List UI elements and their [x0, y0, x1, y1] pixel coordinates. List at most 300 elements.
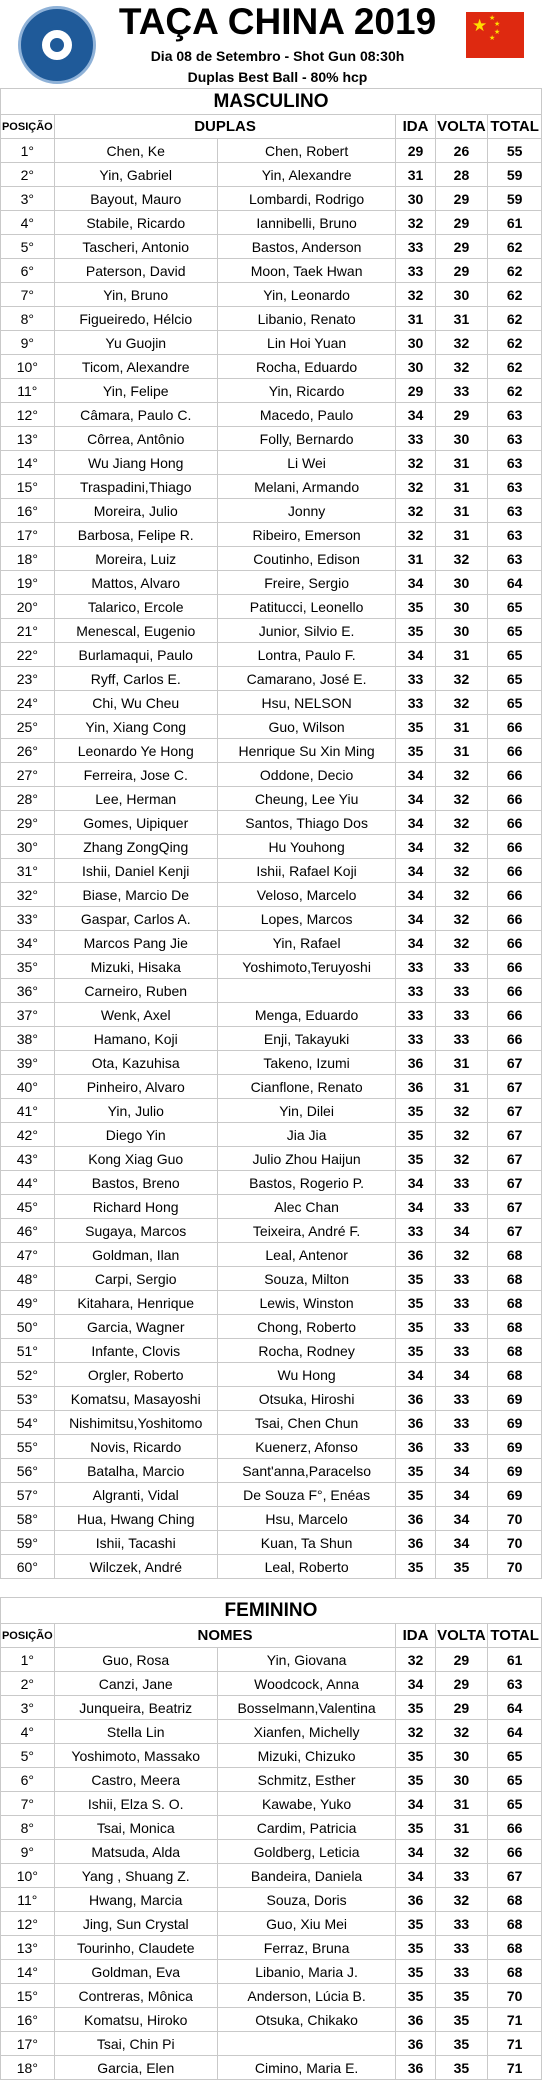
player-1: Komatsu, Hiroko — [54, 2008, 217, 2032]
volta-score: 31 — [435, 1075, 488, 1099]
volta-score: 29 — [435, 1672, 488, 1696]
total-score: 67 — [488, 1147, 542, 1171]
col-header-names: NOMES — [54, 1624, 396, 1648]
logo-emblem — [39, 27, 75, 63]
player-1: Côrrea, Antônio — [54, 427, 217, 451]
col-header-position: POSIÇÃO — [1, 115, 55, 139]
table-row — [1, 1003, 542, 1027]
table-row — [1, 715, 542, 739]
position: 36° — [1, 979, 55, 1003]
player-2: Enji, Takayuki — [217, 1027, 396, 1051]
table-row — [1, 1960, 542, 1984]
table-row — [1, 787, 542, 811]
ida-score: 35 — [396, 1744, 435, 1768]
ida-score: 34 — [396, 1195, 435, 1219]
player-2 — [217, 979, 396, 1003]
volta-score: 33 — [435, 1171, 488, 1195]
ida-score: 33 — [396, 979, 435, 1003]
player-1: Yu Guojin — [54, 331, 217, 355]
table-row — [1, 499, 542, 523]
table-row — [1, 1696, 542, 1720]
player-1: Yin, Felipe — [54, 379, 217, 403]
player-1: Contreras, Mônica — [54, 1984, 217, 2008]
volta-score: 34 — [435, 1483, 488, 1507]
position: 31° — [1, 859, 55, 883]
col-header-total: TOTAL — [488, 115, 542, 139]
table-row — [1, 955, 542, 979]
player-1: Canzi, Jane — [54, 1672, 217, 1696]
total-score: 70 — [488, 1531, 542, 1555]
table-row — [1, 427, 542, 451]
player-1: Chi, Wu Cheu — [54, 691, 217, 715]
ida-score: 34 — [396, 1864, 435, 1888]
player-2: Hsu, Marcelo — [217, 1507, 396, 1531]
player-1: Sugaya, Marcos — [54, 1219, 217, 1243]
player-2: Bastos, Rogerio P. — [217, 1171, 396, 1195]
ida-score: 33 — [396, 1219, 435, 1243]
position: 9° — [1, 1840, 55, 1864]
position: 3° — [1, 187, 55, 211]
position: 60° — [1, 1555, 55, 1579]
volta-score: 34 — [435, 1507, 488, 1531]
col-header-total: TOTAL — [488, 1624, 542, 1648]
table-row — [1, 139, 542, 163]
player-1: Tsai, Monica — [54, 1816, 217, 1840]
player-2: Santos, Thiago Dos — [217, 811, 396, 835]
col-header-ida: IDA — [396, 1624, 435, 1648]
total-score: 63 — [488, 403, 542, 427]
total-score: 65 — [488, 595, 542, 619]
player-2: Yin, Dilei — [217, 1099, 396, 1123]
position: 50° — [1, 1315, 55, 1339]
total-score: 68 — [488, 1888, 542, 1912]
position: 52° — [1, 1363, 55, 1387]
ida-score: 36 — [396, 1051, 435, 1075]
player-1: Garcia, Wagner — [54, 1315, 217, 1339]
volta-score: 32 — [435, 1720, 488, 1744]
total-score: 67 — [488, 1219, 542, 1243]
player-2: Veloso, Marcelo — [217, 883, 396, 907]
position: 29° — [1, 811, 55, 835]
table-row — [1, 235, 542, 259]
total-score: 69 — [488, 1387, 542, 1411]
table-row — [1, 1936, 542, 1960]
player-1: Yang , Shuang Z. — [54, 1864, 217, 1888]
total-score: 69 — [488, 1411, 542, 1435]
total-score: 63 — [488, 1672, 542, 1696]
total-score: 69 — [488, 1435, 542, 1459]
player-2: Bandeira, Daniela — [217, 1864, 396, 1888]
total-score: 66 — [488, 955, 542, 979]
total-score: 66 — [488, 979, 542, 1003]
total-score: 62 — [488, 355, 542, 379]
total-score: 64 — [488, 1696, 542, 1720]
ida-score: 34 — [396, 643, 435, 667]
player-1: Jing, Sun Crystal — [54, 1912, 217, 1936]
col-header-volta: VOLTA — [435, 1624, 488, 1648]
volta-score: 32 — [435, 1243, 488, 1267]
player-1: Orgler, Roberto — [54, 1363, 217, 1387]
volta-score: 31 — [435, 1816, 488, 1840]
volta-score: 33 — [435, 1267, 488, 1291]
ida-score: 36 — [396, 1435, 435, 1459]
table-row — [1, 571, 542, 595]
table-row — [1, 523, 542, 547]
volta-score: 29 — [435, 259, 488, 283]
section-gap — [0, 1579, 542, 1597]
volta-score: 32 — [435, 907, 488, 931]
player-2: Anderson, Lúcia B. — [217, 1984, 396, 2008]
position: 5° — [1, 235, 55, 259]
table-row — [1, 187, 542, 211]
total-score: 62 — [488, 259, 542, 283]
player-2: Camarano, José E. — [217, 667, 396, 691]
player-2: Rocha, Rodney — [217, 1339, 396, 1363]
table-row — [1, 1339, 542, 1363]
volta-score: 35 — [435, 1555, 488, 1579]
player-2: Wu Hong — [217, 1363, 396, 1387]
ida-score: 33 — [396, 235, 435, 259]
player-2: Melani, Armando — [217, 475, 396, 499]
player-1: Novis, Ricardo — [54, 1435, 217, 1459]
total-score: 66 — [488, 811, 542, 835]
player-1: Ticom, Alexandre — [54, 355, 217, 379]
position: 53° — [1, 1387, 55, 1411]
table-row — [1, 1291, 542, 1315]
volta-score: 30 — [435, 619, 488, 643]
total-score: 66 — [488, 1840, 542, 1864]
volta-score: 33 — [435, 1936, 488, 1960]
volta-score: 32 — [435, 355, 488, 379]
player-1: Yin, Xiang Cong — [54, 715, 217, 739]
player-2: Leal, Roberto — [217, 1555, 396, 1579]
ida-score: 32 — [396, 523, 435, 547]
total-score: 63 — [488, 451, 542, 475]
player-1: Richard Hong — [54, 1195, 217, 1219]
table-row — [1, 1720, 542, 1744]
table-row — [1, 1555, 542, 1579]
player-2: Libanio, Renato — [217, 307, 396, 331]
col-header-names: DUPLAS — [54, 115, 396, 139]
ida-score: 31 — [396, 547, 435, 571]
volta-score: 33 — [435, 1003, 488, 1027]
total-score: 66 — [488, 859, 542, 883]
table-row — [1, 907, 542, 931]
volta-score: 32 — [435, 787, 488, 811]
ida-score: 36 — [396, 1531, 435, 1555]
ida-score: 35 — [396, 1960, 435, 1984]
player-2: Kawabe, Yuko — [217, 1792, 396, 1816]
position: 3° — [1, 1696, 55, 1720]
player-1: Yoshimoto, Massako — [54, 1744, 217, 1768]
player-1: Junqueira, Beatriz — [54, 1696, 217, 1720]
event-date: Dia 08 de Setembro - Shot Gun 08:30h — [150, 48, 405, 64]
total-score: 65 — [488, 691, 542, 715]
player-2: Ishii, Rafael Koji — [217, 859, 396, 883]
position: 6° — [1, 259, 55, 283]
volta-score: 29 — [435, 187, 488, 211]
player-1: Infante, Clovis — [54, 1339, 217, 1363]
player-2: Otsuka, Chikako — [217, 2008, 396, 2032]
ida-score: 36 — [396, 2056, 435, 2080]
volta-score: 33 — [435, 955, 488, 979]
ida-score: 32 — [396, 211, 435, 235]
china-flag-icon: ★ ★ ★ ★ ★ — [466, 12, 524, 58]
ida-score: 34 — [396, 859, 435, 883]
ida-score: 34 — [396, 1171, 435, 1195]
position: 19° — [1, 571, 55, 595]
volta-score: 33 — [435, 1435, 488, 1459]
player-1: Chen, Ke — [54, 139, 217, 163]
ida-score: 33 — [396, 259, 435, 283]
volta-score: 30 — [435, 427, 488, 451]
table-row — [1, 1507, 542, 1531]
table-row — [1, 1147, 542, 1171]
player-1: Carneiro, Ruben — [54, 979, 217, 1003]
volta-score: 35 — [435, 2032, 488, 2056]
total-score: 62 — [488, 307, 542, 331]
player-1: Stella Lin — [54, 1720, 217, 1744]
table-row — [1, 1387, 542, 1411]
col-header-ida: IDA — [396, 115, 435, 139]
position: 15° — [1, 475, 55, 499]
ida-score: 30 — [396, 331, 435, 355]
player-2: Mizuki, Chizuko — [217, 1744, 396, 1768]
volta-score: 32 — [435, 547, 488, 571]
volta-score: 33 — [435, 1027, 488, 1051]
total-score: 62 — [488, 235, 542, 259]
table-row — [1, 691, 542, 715]
table-row — [1, 1483, 542, 1507]
player-1: Goldman, Eva — [54, 1960, 217, 1984]
table-row — [1, 1864, 542, 1888]
player-2: Henrique Su Xin Ming — [217, 739, 396, 763]
table-row — [1, 211, 542, 235]
ida-score: 36 — [396, 2032, 435, 2056]
player-1: Tourinho, Claudete — [54, 1936, 217, 1960]
position: 43° — [1, 1147, 55, 1171]
player-1: Diego Yin — [54, 1123, 217, 1147]
volta-score: 32 — [435, 835, 488, 859]
position: 12° — [1, 403, 55, 427]
player-2: Li Wei — [217, 451, 396, 475]
volta-score: 33 — [435, 1864, 488, 1888]
volta-score: 30 — [435, 283, 488, 307]
table-row — [1, 451, 542, 475]
player-1: Carpi, Sergio — [54, 1267, 217, 1291]
table-row — [1, 619, 542, 643]
player-2: Yin, Giovana — [217, 1648, 396, 1672]
ida-score: 35 — [396, 1936, 435, 1960]
volta-score: 33 — [435, 1912, 488, 1936]
player-1: Menescal, Eugenio — [54, 619, 217, 643]
ida-score: 35 — [396, 1912, 435, 1936]
volta-score: 32 — [435, 1099, 488, 1123]
table-row — [1, 259, 542, 283]
volta-score: 33 — [435, 1960, 488, 1984]
player-2: Kuenerz, Afonso — [217, 1435, 396, 1459]
player-2: Lewis, Winston — [217, 1291, 396, 1315]
position: 32° — [1, 883, 55, 907]
ida-score: 32 — [396, 1720, 435, 1744]
club-logo — [18, 6, 96, 84]
player-2: De Souza F°, Enéas — [217, 1483, 396, 1507]
player-1: Yin, Gabriel — [54, 163, 217, 187]
total-score: 65 — [488, 667, 542, 691]
total-score: 67 — [488, 1195, 542, 1219]
ida-score: 35 — [396, 1291, 435, 1315]
volta-score: 32 — [435, 1888, 488, 1912]
volta-score: 33 — [435, 1411, 488, 1435]
position: 20° — [1, 595, 55, 619]
total-score: 67 — [488, 1864, 542, 1888]
table-row — [1, 1744, 542, 1768]
table-row — [1, 1768, 542, 1792]
player-1: Mizuki, Hisaka — [54, 955, 217, 979]
player-2: Jia Jia — [217, 1123, 396, 1147]
total-score: 68 — [488, 1339, 542, 1363]
total-score: 70 — [488, 1555, 542, 1579]
table-row — [1, 283, 542, 307]
position: 55° — [1, 1435, 55, 1459]
table-row — [1, 1243, 542, 1267]
position: 25° — [1, 715, 55, 739]
ida-score: 35 — [396, 1483, 435, 1507]
player-2 — [217, 2032, 396, 2056]
total-score: 63 — [488, 523, 542, 547]
total-score: 66 — [488, 1027, 542, 1051]
ida-score: 35 — [396, 1984, 435, 2008]
table-row — [1, 2056, 542, 2080]
player-1: Gomes, Uipiquer — [54, 811, 217, 835]
position: 18° — [1, 547, 55, 571]
table-row — [1, 379, 542, 403]
total-score: 70 — [488, 1507, 542, 1531]
player-1: Paterson, David — [54, 259, 217, 283]
position: 58° — [1, 1507, 55, 1531]
volta-score: 29 — [435, 1696, 488, 1720]
player-2: Moon, Taek Hwan — [217, 259, 396, 283]
volta-score: 30 — [435, 1744, 488, 1768]
total-score: 61 — [488, 211, 542, 235]
position: 8° — [1, 307, 55, 331]
player-2: Takeno, Izumi — [217, 1051, 396, 1075]
ida-score: 33 — [396, 691, 435, 715]
player-1: Barbosa, Felipe R. — [54, 523, 217, 547]
position: 51° — [1, 1339, 55, 1363]
table-row — [1, 859, 542, 883]
player-2: Cheung, Lee Yiu — [217, 787, 396, 811]
volta-score: 33 — [435, 1339, 488, 1363]
player-2: Goldberg, Leticia — [217, 1840, 396, 1864]
table-row — [1, 643, 542, 667]
position: 13° — [1, 1936, 55, 1960]
player-1: Traspadini,Thiago — [54, 475, 217, 499]
ida-score: 34 — [396, 907, 435, 931]
player-2: Rocha, Eduardo — [217, 355, 396, 379]
table-row — [1, 835, 542, 859]
table-row — [1, 163, 542, 187]
ida-score: 33 — [396, 427, 435, 451]
player-2: Jonny — [217, 499, 396, 523]
table-row — [1, 355, 542, 379]
ida-score: 29 — [396, 139, 435, 163]
position: 21° — [1, 619, 55, 643]
player-1: Algranti, Vidal — [54, 1483, 217, 1507]
position: 39° — [1, 1051, 55, 1075]
player-1: Tsai, Chin Pi — [54, 2032, 217, 2056]
ida-score: 34 — [396, 811, 435, 835]
ida-score: 34 — [396, 931, 435, 955]
player-1: Lee, Herman — [54, 787, 217, 811]
total-score: 65 — [488, 1744, 542, 1768]
volta-score: 32 — [435, 691, 488, 715]
player-2: Patitucci, Leonello — [217, 595, 396, 619]
player-1: Biase, Marcio De — [54, 883, 217, 907]
player-1: Kong Xiag Guo — [54, 1147, 217, 1171]
position: 18° — [1, 2056, 55, 2080]
volta-score: 32 — [435, 1147, 488, 1171]
total-score: 67 — [488, 1123, 542, 1147]
table-row — [1, 1219, 542, 1243]
table-row — [1, 331, 542, 355]
total-score: 55 — [488, 139, 542, 163]
table-row — [1, 1171, 542, 1195]
ida-score: 36 — [396, 1387, 435, 1411]
player-2: Teixeira, André F. — [217, 1219, 396, 1243]
position: 17° — [1, 523, 55, 547]
volta-score: 31 — [435, 475, 488, 499]
volta-score: 31 — [435, 1792, 488, 1816]
player-1: Ryff, Carlos E. — [54, 667, 217, 691]
player-1: Burlamaqui, Paulo — [54, 643, 217, 667]
total-score: 67 — [488, 1075, 542, 1099]
total-score: 65 — [488, 1792, 542, 1816]
total-score: 68 — [488, 1912, 542, 1936]
event-format: Duplas Best Ball - 80% hcp — [187, 69, 368, 85]
player-2: Sant'anna,Paracelso — [217, 1459, 396, 1483]
ida-score: 35 — [396, 595, 435, 619]
volta-score: 29 — [435, 211, 488, 235]
position: 30° — [1, 835, 55, 859]
ida-score: 34 — [396, 1672, 435, 1696]
total-score: 62 — [488, 331, 542, 355]
table-row — [1, 1075, 542, 1099]
player-2: Yin, Leonardo — [217, 283, 396, 307]
table-row — [1, 1816, 542, 1840]
player-2: Chen, Robert — [217, 139, 396, 163]
volta-score: 33 — [435, 1291, 488, 1315]
ida-score: 34 — [396, 571, 435, 595]
ida-score: 34 — [396, 787, 435, 811]
table-row — [1, 1051, 542, 1075]
ida-score: 35 — [396, 1555, 435, 1579]
total-score: 67 — [488, 1051, 542, 1075]
player-1: Ferreira, Jose C. — [54, 763, 217, 787]
player-1: Wu Jiang Hong — [54, 451, 217, 475]
total-score: 68 — [488, 1243, 542, 1267]
ida-score: 32 — [396, 451, 435, 475]
player-1: Matsuda, Alda — [54, 1840, 217, 1864]
position: 13° — [1, 427, 55, 451]
total-score: 68 — [488, 1960, 542, 1984]
player-2: Cardim, Patricia — [217, 1816, 396, 1840]
ida-score: 35 — [396, 1768, 435, 1792]
player-2: Leal, Antenor — [217, 1243, 396, 1267]
col-header-position: POSIÇÃO — [1, 1624, 55, 1648]
ida-score: 32 — [396, 499, 435, 523]
section-title-feminino: FEMININO — [1, 1598, 542, 1624]
